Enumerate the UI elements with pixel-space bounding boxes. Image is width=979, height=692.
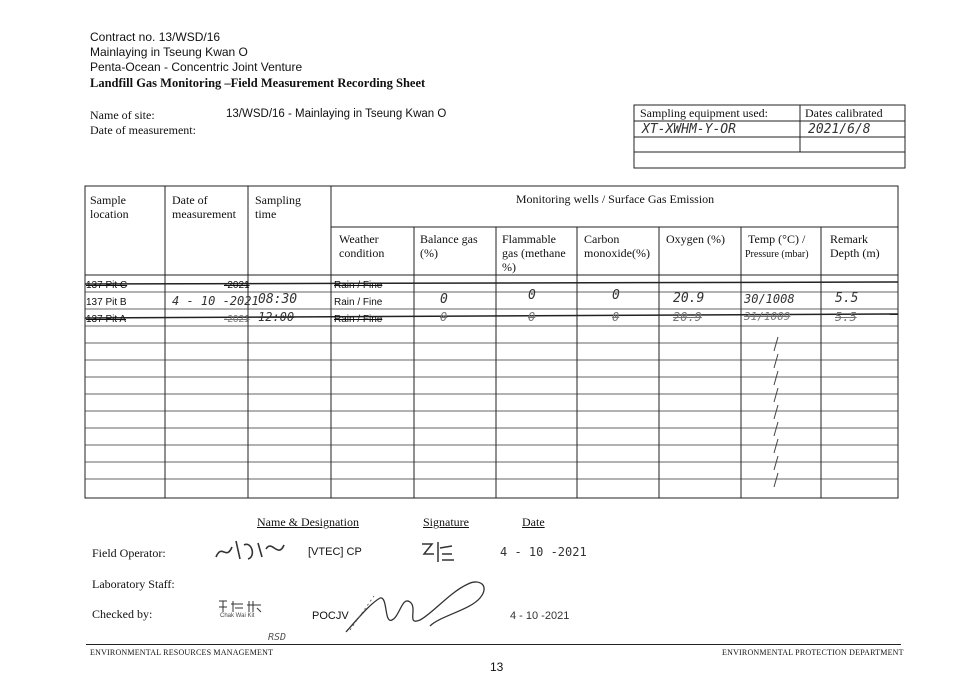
equipment-header: Sampling equipment used: — [640, 106, 768, 120]
row-weather: Rain / Fine — [334, 314, 383, 325]
header-time: Sampling time — [255, 193, 302, 221]
field-operator-signature — [418, 538, 458, 566]
calibrated-value: 2021/6/8 — [808, 122, 871, 137]
field-operator-label: Field Operator: — [92, 546, 166, 560]
laboratory-staff-label: Laboratory Staff: — [92, 577, 175, 591]
footer-left: ENVIRONMENTAL RESOURCES MANAGEMENT — [90, 648, 274, 657]
header-date: Date of measurement — [172, 193, 236, 221]
signoff-signature-header: Signature — [423, 515, 469, 529]
header-flammable-gas: Flammable gas (methane %) — [502, 232, 566, 274]
checked-by-label: Checked by: — [92, 607, 153, 621]
row-location: 137 Pit A — [86, 314, 127, 325]
checked-by-english-name: Chak Wai Kit — [220, 613, 255, 619]
footer-divider — [86, 644, 901, 645]
footer-right: ENVIRONMENTAL PROTECTION DEPARTMENT — [722, 648, 904, 657]
row-time: 08:30 — [258, 292, 298, 307]
row-location: 137 Pit B — [86, 297, 127, 308]
header-carbon-monoxide: Carbon monoxide(%) — [584, 232, 650, 260]
header-sample-location: Sample location — [90, 193, 129, 221]
row-date: -2021 — [224, 280, 250, 291]
header-remark: Remark Depth (m) — [830, 232, 880, 260]
checked-by-signature — [340, 576, 500, 636]
page-number: 13 — [490, 660, 504, 674]
header-pressure: Pressure (mbar) — [745, 249, 809, 260]
signoff-date-header: Date — [522, 515, 545, 529]
sheet-title: Landfill Gas Monitoring –Field Measurement Recording Sheet — [90, 76, 426, 90]
header-temp: Temp (°C) / — [748, 232, 806, 246]
equipment-value: XT-XWHM-Y-OR — [642, 122, 736, 137]
row-date: 4 - 10 -2021 — [172, 294, 259, 308]
project-name: Mainlaying in Tseung Kwan O — [90, 45, 248, 59]
row-balance-gas: 0 — [440, 292, 448, 307]
row-remark: 5.5 — [835, 310, 857, 324]
row-balance-gas: 0 — [440, 310, 448, 324]
row-temp-pressure: 30/1008 — [744, 292, 795, 306]
row-flammable-gas: 0 — [528, 288, 536, 303]
checked-by-org: POCJV — [312, 610, 349, 622]
row-carbon-monoxide: 0 — [612, 288, 620, 303]
row-location: 137 Pit C — [86, 280, 128, 291]
field-operator-org: [VTEC] CP — [308, 546, 362, 558]
signoff-name-header: Name & Designation — [257, 515, 359, 529]
site-name-label: Name of site: — [90, 108, 155, 122]
checked-by-chinese-name — [215, 598, 265, 614]
date-of-measurement-label: Date of measurement: — [90, 123, 196, 137]
site-name-value: 13/WSD/16 - Mainlaying in Tseung Kwan O — [226, 108, 447, 120]
row-date: -2021 — [224, 314, 250, 325]
row-oxygen: 20.9 — [673, 291, 705, 306]
contractor-name: Penta-Ocean - Concentric Joint Venture — [90, 60, 303, 74]
row-weather: Rain / Fine — [334, 280, 383, 291]
row-time: 12:00 — [258, 310, 295, 324]
header-balance-gas: Balance gas (%) — [420, 232, 478, 260]
checked-by-initials: RSD — [268, 632, 287, 643]
row-oxygen: 20.9 — [673, 310, 702, 324]
row-carbon-monoxide: 0 — [612, 310, 620, 324]
field-operator-date: 4 - 10 -2021 — [500, 545, 587, 559]
header-monitoring-group: Monitoring wells / Surface Gas Emission — [515, 192, 715, 206]
row-temp-pressure: 31/1009 — [744, 310, 791, 323]
contract-number: Contract no. 13/WSD/16 — [90, 30, 221, 44]
calibrated-header: Dates calibrated — [805, 106, 883, 120]
row-weather: Rain / Fine — [334, 297, 383, 308]
row-remark: 5.5 — [835, 291, 859, 306]
header-weather: Weather condition — [339, 232, 385, 260]
row-flammable-gas: 0 — [528, 310, 536, 324]
field-operator-handwritten-name — [212, 535, 292, 565]
header-oxygen: Oxygen (%) — [666, 232, 725, 246]
checked-by-date: 4 - 10 -2021 — [510, 610, 570, 622]
